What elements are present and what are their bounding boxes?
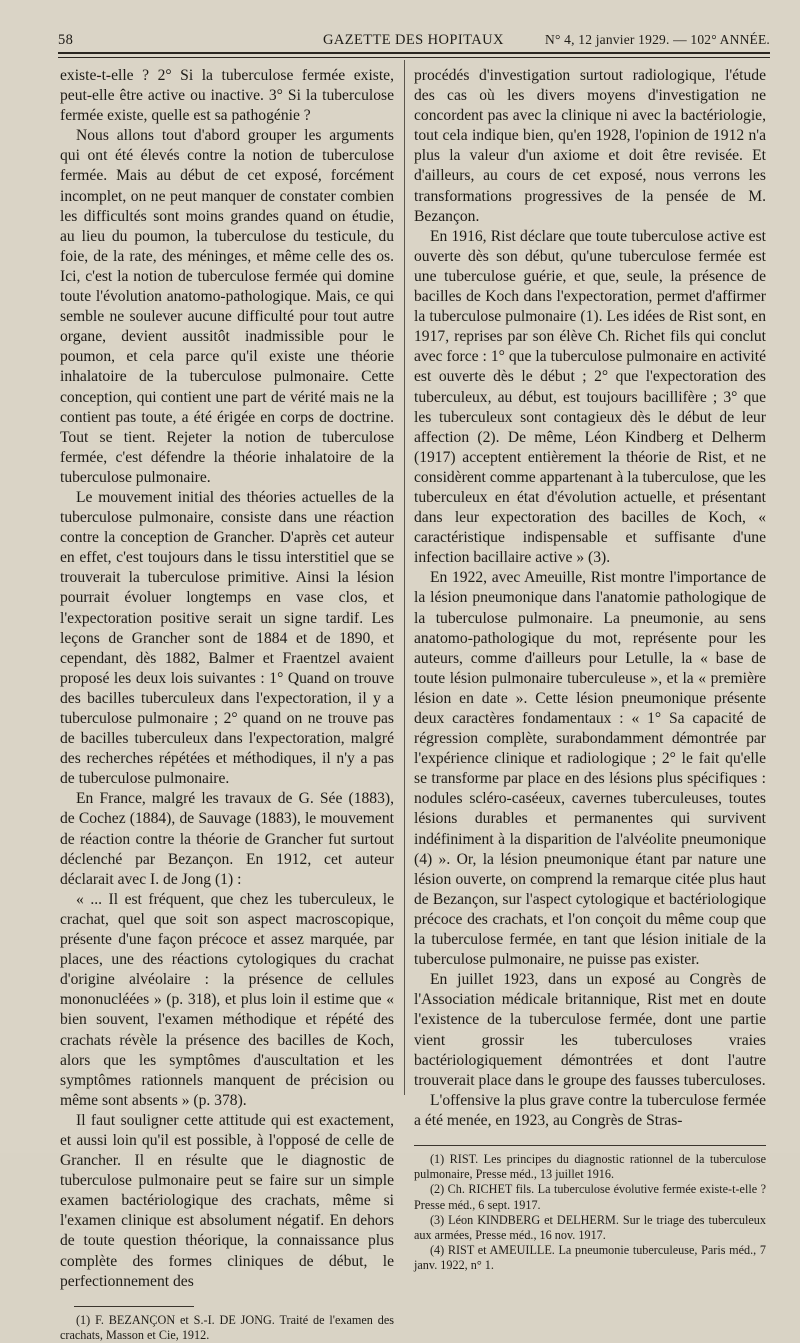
- header-rule-thin: [58, 57, 770, 58]
- page-number: 58: [58, 32, 74, 48]
- footnote: (1) RIST. Les principes du diagnostic rationnel de la tuberculose pulmonaire, Presse méd., 13 juillet 1916.: [414, 1151, 766, 1182]
- journal-title: GAZETTE DES HOPITAUX: [323, 32, 504, 48]
- paragraph: Nous allons tout d'abord grouper les arguments qui ont été élevés contre la notion de tuberculose fermée. Mais au début de cet exposé, forcément incomplet, on ne peut manquer de constater combien les difficultés sont moins grandes quand on étudie, au lieu du poumon, la tuberculose du testicule, du foie, de la rate, des méninges, et même celle des os. Ici, c'est la notion de tuberculose fermée qui domine toute l'évolution anatomo-pathologique. Mais, ce qui semble ne soulever aucune difficulté pour tout autre organe, devient aussitôt inadmissible pour le poumon, et cela parce qu'il existe une théorie inhalatoire de la tuberculose pulmonaire. Cette conception, qui contient une part de vérité mais ne la contient pas toute, a été érigée en corps de doctrine. Tout se tient. Rejeter la notion de tuberculose fermée, c'est défendre la théorie inhalatoire de la tuberculose pulmonaire.: [60, 127, 394, 486]
- column-divider: [404, 60, 405, 1095]
- paragraph: « ... Il est fréquent, que chez les tuberculeux, le crachat, quel que soit son aspect macroscopique, présente d'une façon précoce et assez marquée, par places, une des réactions cytologiques du crachat d'origine alvéolaire : la présence de cellules mononucléées » (p. 318), et plus loin il estime que « bien souvent, l'examen méthodique et répété des crachats révèle la présence des bacilles de Koch, alors que les symptômes d'auscultation et les symptômes rationnels manquent de précision ou même sont absents » (p. 378).: [60, 890, 394, 1109]
- paragraph: En France, malgré les travaux de G. Sée (1883), de Cochez (1884), de Sauvage (1883), le mouvement de réaction contre la théorie de Grancher fut surtout déclenché par Bezançon. En 1912, cet auteur déclarait avec I. de Jong (1) :: [60, 790, 394, 888]
- paragraph: En juillet 1923, dans un exposé au Congrès de l'Association médicale britannique, Rist met en doute l'existence de la tuberculose fermée, dont une partie vient grossir les tuberculoses vraies bactériologiquement démontrées et dont l'autre trouverait place dans le groupe des fausses tuberculoses.: [414, 971, 766, 1089]
- issue-info: N° 4, 12 janvier 1929. — 102° ANNÉE.: [545, 32, 770, 47]
- left-column: [60, 66, 394, 1343]
- right-column: [414, 66, 766, 1274]
- footnote: (2) Ch. RICHET fils. La tuberculose évolutive fermée existe-t-elle ? Presse méd., 6 sept. 1917.: [414, 1182, 766, 1212]
- page-header: [58, 30, 770, 50]
- paragraph: En 1922, avec Ameuille, Rist montre l'importance de la lésion pneumonique dans l'anatomie pathologique de la tuberculose pulmonaire. La pneumonie, au sens anatomo-pathologique du mot, représente pour les auteurs, comme d'ailleurs pour Letulle, la « base de toute lésion pulmonaire tuberculeuse », et la « première lésion en date ». Cette lésion pneumonique présente deux caractères fondamentaux : « 1° Sa capacité de régression complète, surabondamment démontrée par l'expérience clinique et radiologique ; 2° le fait qu'elle se transforme par place en des lésions plus spécifiques : nodules scléro-caséeux, cavernes tuberculeuses, toutes lésions durables et permanentes qui survivent indéfiniment à la disparition de l'alvéolite pneumonique (4) ». Or, la lésion pneumonique étant par nature une lésion ouverte, on comprend la remarque citée plus haut de Bezançon, sur l'aspect cytologique et bactériologique précoce des crachats, et l'on conçoit du même coup que la tuberculose fermée, en tant que lésion initiale de la tuberculose pulmonaire, ne puisse pas exister.: [414, 569, 766, 969]
- footnote: (1) F. BEZANÇON et S.-I. DE JONG. Traité de l'examen des crachats, Masson et Cie, 1912.: [60, 1312, 394, 1342]
- footnote-rule: [74, 1306, 194, 1307]
- paragraph: Le mouvement initial des théories actuelles de la tuberculose pulmonaire, consiste dans une réaction contre la conception de Grancher. D'après cet auteur en effet, c'est toujours dans le tissu interstitiel que se trouverait la tuberculose primitive. Ainsi la lésion pourrait évoluer longtemps en vase clos, et l'expectoration positive serait un signe tardif. Les leçons de Grancher sont de 1884 et de 1890, et cependant, dès 1882, Balmer et Fraentzel avaient proposé les deux lois suivantes : 1° Quand on trouve des bacilles tuberculeux dans l'expectoration, il y a tuberculose pulmonaire ; 2° quand on ne trouve pas de bacilles tuberculeux dans l'expectoration, malgré des recherches répétées et méthodiques, il n'y a pas de tuberculose pulmonaire.: [60, 488, 394, 788]
- footnote: (4) RIST et AMEUILLE. La pneumonie tuberculeuse, Paris méd., 7 janv. 1922, n° 1.: [414, 1243, 766, 1273]
- footnote: (3) Léon KINDBERG et DELHERM. Sur le triage des tuberculeux aux armées, Presse méd., 16 nov. 1917.: [414, 1212, 766, 1242]
- paragraph: En 1916, Rist déclare que toute tuberculose active est ouverte dès son début, qu'une tuberculose fermée est une tuberculose guérie, et que, seule, la présence de bacilles de Koch dans l'expectoration, permet d'affirmer la tuberculose pulmonaire (1). Les idées de Rist sont, en 1917, reprises par son élève Ch. Richet fils qui conclut avec force : 1° que la tuberculose pulmonaire en activité est ouverte dès le début ; 2° que l'expectoration des tuberculeux, au début, est toujours bacillifère ; 3° que les tuberculeux sont contagieux dès le début de leur affection (2). De même, Léon Kindberg et Delherm (1917) acceptent entièrement la théorie de Rist, et ne considèrent comme appartenant à la tuberculose, que les tuberculeux en état d'évolution actuelle, et présentant dans leur expectoration des bacilles de Koch, « caractéristique indispensable et suffisante d'une infection bacillaire active » (3).: [414, 227, 766, 567]
- paragraph: existe-t-elle ? 2° Si la tuberculose fermée existe, peut-elle être active ou inactive. 3° Si la tuberculose fermée existe, quelle est sa pathogénie ?: [60, 67, 394, 125]
- paragraph: L'offensive la plus grave contre la tuberculose fermée a été menée, en 1923, au Congrès de Stras-: [414, 1091, 766, 1129]
- footnote-rule: [414, 1145, 766, 1146]
- paragraph: Il faut souligner cette attitude qui est exactement, et aussi loin qu'il est possible, à l'opposé de celle de Grancher. Il en résulte que le diagnostic de tuberculose pulmonaire peut se faire sur un simple examen bactériologique des crachats, même si l'examen clinique est absolument négatif. En dehors de toute question théorique, la connaissance plus complète des formes cliniques de début, le perfectionnement des: [60, 1111, 394, 1290]
- header-rule-thick: [58, 52, 770, 54]
- paragraph: procédés d'investigation surtout radiologique, l'étude des cas où les divers moyens d'investigation ne concordent pas avec la clinique ni avec la bactériologie, tout cela indique bien, qu'en 1928, l'opinion de 1912 n'a plus la valeur d'un axiome et doit être revisée. Et d'ailleurs, au cours de cet exposé, nous verrons les transformations progressives de la pensée de M. Bezançon.: [414, 67, 766, 225]
